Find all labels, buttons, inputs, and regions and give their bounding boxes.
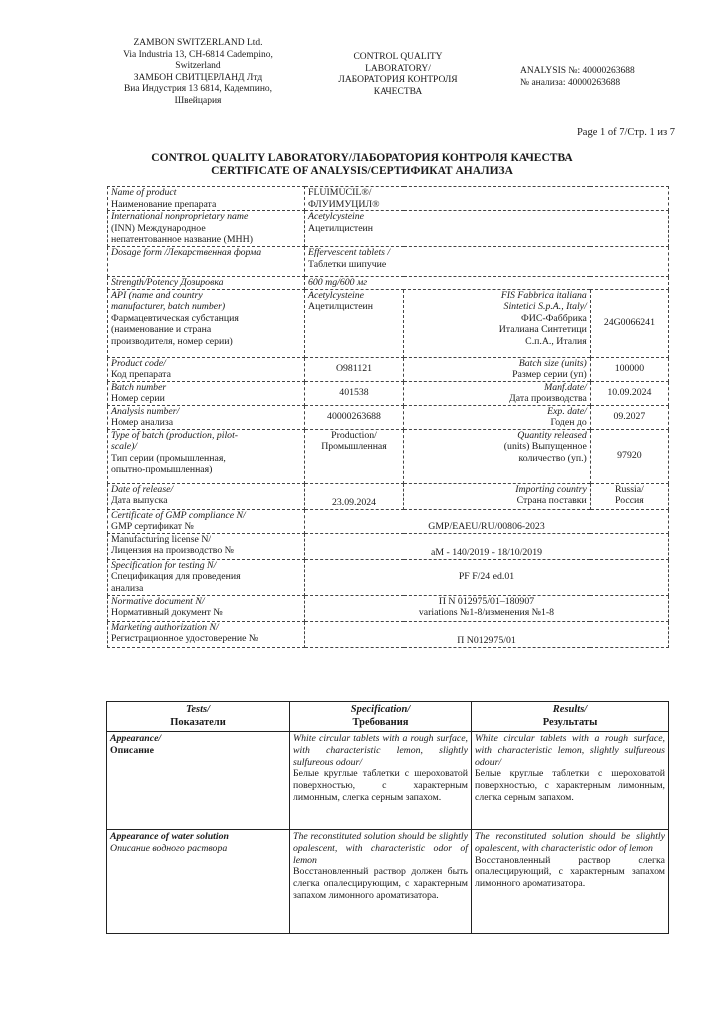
exp-label-en: Exp. date/ [547, 405, 587, 417]
label-ru: Номер анализа [111, 417, 174, 428]
test-name-ru: Описание [110, 744, 154, 756]
batch-number-value: 401538 [339, 387, 369, 399]
info-row-analysis [108, 405, 669, 429]
info-row-batch [108, 381, 669, 405]
batch-size-label-ru: Размер серии (уп) [512, 369, 587, 380]
tests-header-row [107, 702, 669, 732]
info-row-license [108, 533, 669, 559]
label-en: International nonproprietary name [111, 211, 249, 222]
col-results-en: Results/ [552, 704, 588, 715]
doc-title: CONTROL QUALITY LABORATORY/ЛАБОРАТОРИЯ КОНТРОЛЯ КАЧЕСТВА [151, 152, 573, 164]
product-value-ru: ФЛУИМУЦИЛ® [308, 198, 380, 210]
label-en: Name of product [111, 187, 177, 198]
label-en: manufacturer, batch number) [111, 301, 226, 312]
import-label-en: Importing country [515, 483, 587, 495]
label-en: Analysis number/ [111, 405, 180, 417]
label-mix: (INN) Международное [111, 222, 206, 234]
company-line: Switzerland [175, 61, 221, 71]
test-name-en: Appearance of water solution [110, 831, 229, 842]
label-en: API (name and country [111, 289, 203, 301]
label-en: scale)/ [111, 441, 138, 452]
normative-variations: variations №1-8/изменения №1-8 [418, 607, 555, 618]
label-ru: Номер серии [111, 393, 165, 404]
inn-value-ru: Ацетилцистеин [308, 222, 374, 234]
info-row-api [108, 289, 669, 357]
info-row-release [108, 483, 669, 509]
result-ru: Белые круглые таблетки с шероховатой поверхностью, с характерным лимонным, слегка серным запахом. [475, 768, 665, 803]
analysis-number-en: ANALYSIS №: 40000263688 [520, 66, 635, 76]
col-spec [290, 702, 472, 732]
exp-date-value: 09.2027 [613, 411, 646, 423]
label-ru: непатентованное название (МНН) [111, 234, 253, 245]
info-row-product-code [108, 357, 669, 381]
api-manufacturer-ru: Италиана Синтетици [498, 324, 587, 335]
info-row-normative [108, 595, 669, 621]
label-ru: Регистрационное удостоверение № [111, 633, 259, 644]
label-en: Date of release/ [111, 483, 174, 495]
analysis-number-ru: № анализа: 40000263688 [520, 77, 621, 88]
product-info-table [107, 186, 669, 648]
manf-label-en: Manf.date/ [544, 381, 587, 393]
label-ru: Фармацевтическая субстанция [111, 312, 239, 324]
qty-label-mix: (units) Выпущенное [503, 441, 587, 452]
api-manufacturer-en: Sintetici S.p.A., Italy/ [503, 301, 587, 312]
api-name-ru: Ацетилцистеин [308, 301, 374, 312]
info-row-product [108, 187, 669, 211]
batch-size-label-en: Batch size (units) [518, 357, 587, 369]
col-results-ru: Результаты [542, 716, 598, 728]
lab-line: ЛАБОРАТОРИЯ КОНТРОЛЯ [338, 75, 458, 85]
strength-value: 600 mg/600 мг [308, 277, 368, 288]
api-manufacturer-en: FIS Fabbrica italiana [500, 289, 587, 301]
label: Dosage form /Лекарственная форма [111, 247, 262, 258]
batch-type-value-ru: Промышленная [321, 441, 387, 452]
label-ru: Спецификация для проведения [111, 571, 241, 582]
col-tests-en: Tests/ [185, 704, 211, 715]
label-en: Product code/ [111, 357, 166, 369]
import-label-ru: Страна поставки [516, 495, 587, 506]
table-row [107, 830, 669, 934]
label-ru: Код препарата [111, 369, 171, 380]
normative-value: П N 012975/01–180907 [438, 595, 535, 607]
api-manufacturer-ru: ФИС-Фаббрика [521, 312, 587, 324]
result-en: The reconstituted solution should be slightly opalescent, with characteristic odor of lemon [475, 831, 665, 854]
dosage-value-ru: Таблетки шипучие [308, 258, 387, 270]
company-block [98, 38, 298, 107]
api-name-en: Acetylcysteine [308, 289, 365, 301]
test-name-en: Appearance/ [110, 733, 162, 744]
label-ru: Наименование препарата [111, 198, 217, 210]
lab-line: CONTROL QUALITY [353, 52, 443, 62]
label-en: Certificate of GMP compliance N/ [111, 509, 246, 521]
label-ru: производителя, номер серии) [111, 335, 233, 347]
lab-block [318, 52, 478, 98]
doc-subtitle: CERTIFICATE OF ANALYSIS/СЕРТИФИКАТ АНАЛИЗА [211, 165, 513, 177]
tests-table [106, 701, 669, 934]
inn-value-en: Acetylcysteine [308, 211, 365, 222]
batch-size-value: 100000 [614, 363, 645, 375]
api-manufacturer-ru: С.п.А., Италия [525, 335, 587, 347]
api-batch: 24G0066241 [603, 317, 655, 329]
col-spec-en: Specification/ [350, 704, 411, 715]
label: Strength/Potency Дозировка [111, 277, 224, 288]
analysis-number-value: 40000263688 [327, 411, 381, 423]
label-en: Specification for testing N/ [111, 559, 217, 571]
company-line: ZAMBON SWITZERLAND Ltd. [133, 38, 263, 48]
col-tests-ru: Показатели [170, 716, 226, 728]
info-row-marketing [108, 621, 669, 647]
lab-line: LABORATORY/ [365, 63, 431, 74]
result-ru: Восстановленный раствор слегка опалесцирующий, с характерным запахом лимонного ароматизатора. [475, 854, 665, 890]
info-row-dosage [108, 247, 669, 277]
col-tests [107, 702, 290, 732]
qty-value: 97920 [617, 450, 642, 462]
label-ru: анализа [111, 582, 144, 594]
spec-ru: Восстановленный раствор должен быть слегка опалесцирующим, с характерным запахом лимонного ароматизатора. [293, 866, 468, 901]
spec-value: PF F/24 ed.01 [458, 571, 515, 583]
col-spec-ru: Требования [352, 716, 409, 728]
test-name-ru: Описание водного раствора [110, 842, 228, 854]
product-value-en: FLUIMUCIL®/ [308, 187, 372, 198]
exp-label-ru: Годен до [550, 417, 587, 428]
label-ru: опытно-промышленная) [111, 464, 213, 475]
gmp-value: GMP/EAEU/RU/00806-2023 [428, 521, 545, 532]
license-value: aM - 140/2019 - 18/10/2019 [430, 547, 543, 558]
label-en: Normative document N/ [111, 595, 205, 607]
import-value-ru: Россия [615, 495, 644, 506]
dosage-value-en: Effervescent tablets / [308, 247, 391, 258]
label-en: Manufacturing license N/ [111, 533, 212, 545]
label-ru: Тип серии (промышленная, [111, 452, 226, 464]
info-row-gmp [108, 509, 669, 533]
manf-label-ru: Дата производства [509, 393, 587, 404]
analysis-number-block [520, 66, 680, 89]
info-row-strength [108, 277, 669, 290]
label-en: Marketing authorization N/ [111, 621, 219, 633]
label-ru: Нормативный документ № [111, 607, 223, 618]
marketing-value: П N012975/01 [457, 635, 516, 646]
label-ru: (наименование и страна [111, 324, 212, 335]
spec-en: The reconstituted solution should be slightly opalescent, with characteristic odor of lemon [293, 831, 468, 866]
spec-en: White circular tablets with a rough surface, with characteristic lemon, slightly sulfureous odour/ [293, 733, 468, 768]
label-en: Type of batch (production, pilot- [111, 429, 239, 441]
batch-type-value-en: Production/ [331, 429, 377, 441]
company-line: Швейцария [174, 95, 222, 106]
label-en: Batch number [111, 381, 167, 393]
col-results [472, 702, 669, 732]
manf-date-value: 10.09.2024 [607, 387, 652, 399]
label-ru: GMP сертификат № [111, 521, 194, 532]
release-date-value: 23.09.2024 [331, 497, 377, 508]
spec-ru: Белые круглые таблетки с шероховатой поверхностью, с характерным лимонным, слегка серным запахом. [293, 768, 468, 803]
qty-label-ru: количество (уп.) [518, 452, 587, 464]
qty-label-en: Quantity released [517, 429, 587, 441]
info-row-batch-type [108, 429, 669, 483]
company-line: ЗАМБОН СВИТЦЕРЛАНД Лтд [133, 72, 263, 83]
import-value-en: Russia/ [614, 483, 644, 495]
info-row-spec [108, 559, 669, 595]
lab-line: КАЧЕСТВА [373, 86, 423, 97]
company-line: Via Industria 13, CH-6814 Cadempino, [123, 49, 273, 60]
label-ru: Лицензия на производство № [111, 545, 235, 556]
product-code-value: O981121 [335, 363, 373, 375]
info-row-inn [108, 211, 669, 247]
result-en: White circular tablets with a rough surface, with characteristic lemon, slightly sulfureous odour/ [475, 733, 665, 768]
company-line: Виа Индустрия 13 6814, Кадемпино, [123, 84, 273, 94]
page-number: Page 1 of 7/Стр. 1 из 7 [576, 127, 675, 138]
label-ru: Дата выпуска [111, 495, 168, 506]
table-row [107, 732, 669, 830]
